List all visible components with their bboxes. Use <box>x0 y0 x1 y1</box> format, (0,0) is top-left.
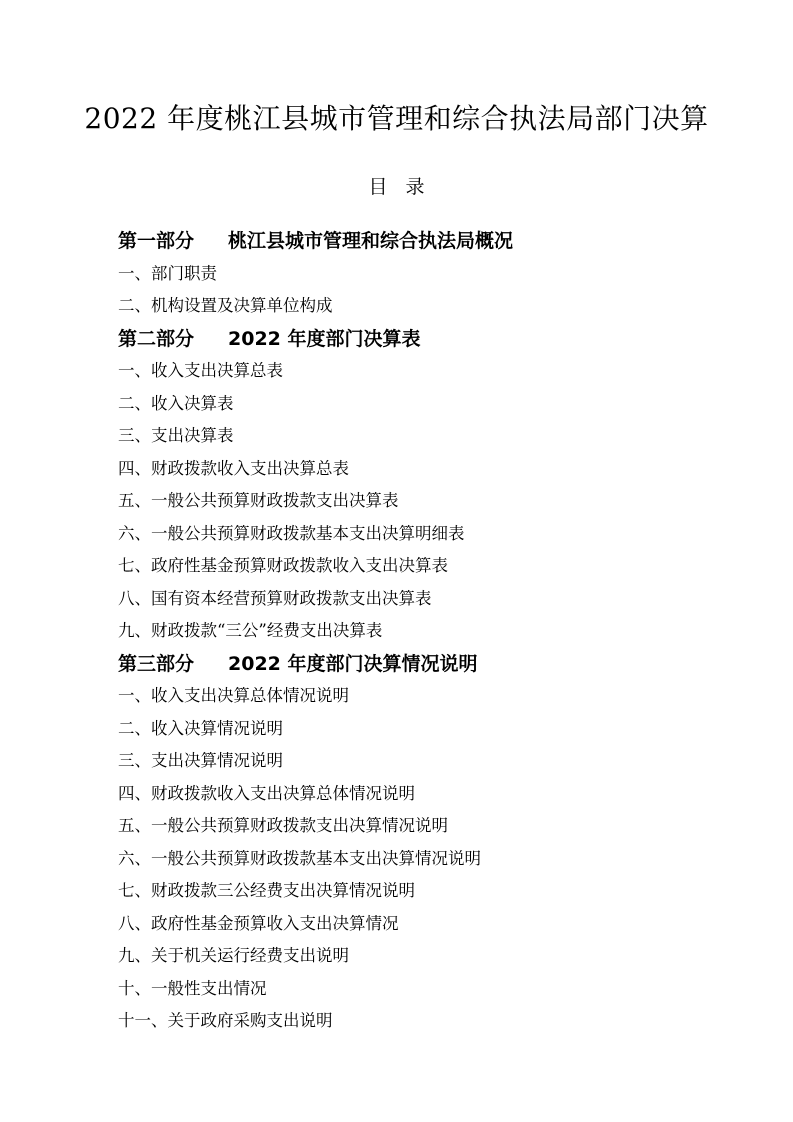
part-title: 桃江县城市管理和综合执法局概况 <box>228 230 514 252</box>
toc-item: 二、收入决算情况说明 <box>118 718 283 738</box>
toc-item: 十、一般性支出情况 <box>118 978 267 998</box>
toc-item: 八、政府性基金预算收入支出决算情况 <box>118 913 399 933</box>
toc-item: 七、政府性基金预算财政拨款收入支出决算表 <box>118 556 448 575</box>
toc-item: 四、财政拨款收入支出决算总表 <box>118 458 349 478</box>
part-number: 第二部分 <box>118 327 195 350</box>
toc-part-3 <box>118 648 758 681</box>
part-number: 第三部分 <box>118 652 195 675</box>
toc-heading: 目 录 <box>368 176 431 198</box>
toc-part-2 <box>118 323 758 356</box>
toc-item: 八、国有资本经营预算财政拨款支出决算表 <box>118 588 432 608</box>
table-of-contents <box>118 225 758 1038</box>
toc-item: 四、财政拨款收入支出决算总体情况说明 <box>118 783 415 803</box>
toc-item: 三、支出决算表 <box>118 426 234 445</box>
toc-item: 一、部门职责 <box>118 263 217 283</box>
toc-item: 六、一般公共预算财政拨款基本支出决算明细表 <box>118 523 465 543</box>
toc-item: 三、支出决算情况说明 <box>118 751 283 770</box>
toc-item: 二、机构设置及决算单位构成 <box>118 296 333 315</box>
toc-item: 五、一般公共预算财政拨款支出决算表 <box>118 491 399 510</box>
document-title: 2022 年度桃江县城市管理和综合执法局部门决算 <box>84 102 709 135</box>
toc-item: 一、收入支出决算总体情况说明 <box>118 686 349 705</box>
toc-item: 九、财政拨款“三公”经费支出决算表 <box>118 621 383 640</box>
toc-item: 二、收入决算表 <box>118 393 234 413</box>
toc-item: 六、一般公共预算财政拨款基本支出决算情况说明 <box>118 848 481 868</box>
toc-item: 七、财政拨款三公经费支出决算情况说明 <box>118 881 415 900</box>
toc-part-1 <box>118 225 758 258</box>
toc-item: 五、一般公共预算财政拨款支出决算情况说明 <box>118 816 448 835</box>
part-number: 第一部分 <box>118 230 195 252</box>
toc-item: 九、关于机关运行经费支出说明 <box>118 946 349 965</box>
part-title: 2022 年度部门决算表 <box>228 327 421 350</box>
toc-item: 十一、关于政府采购支出说明 <box>118 1011 333 1030</box>
toc-item: 一、收入支出决算总表 <box>118 361 283 380</box>
part-title: 2022 年度部门决算情况说明 <box>228 652 478 675</box>
